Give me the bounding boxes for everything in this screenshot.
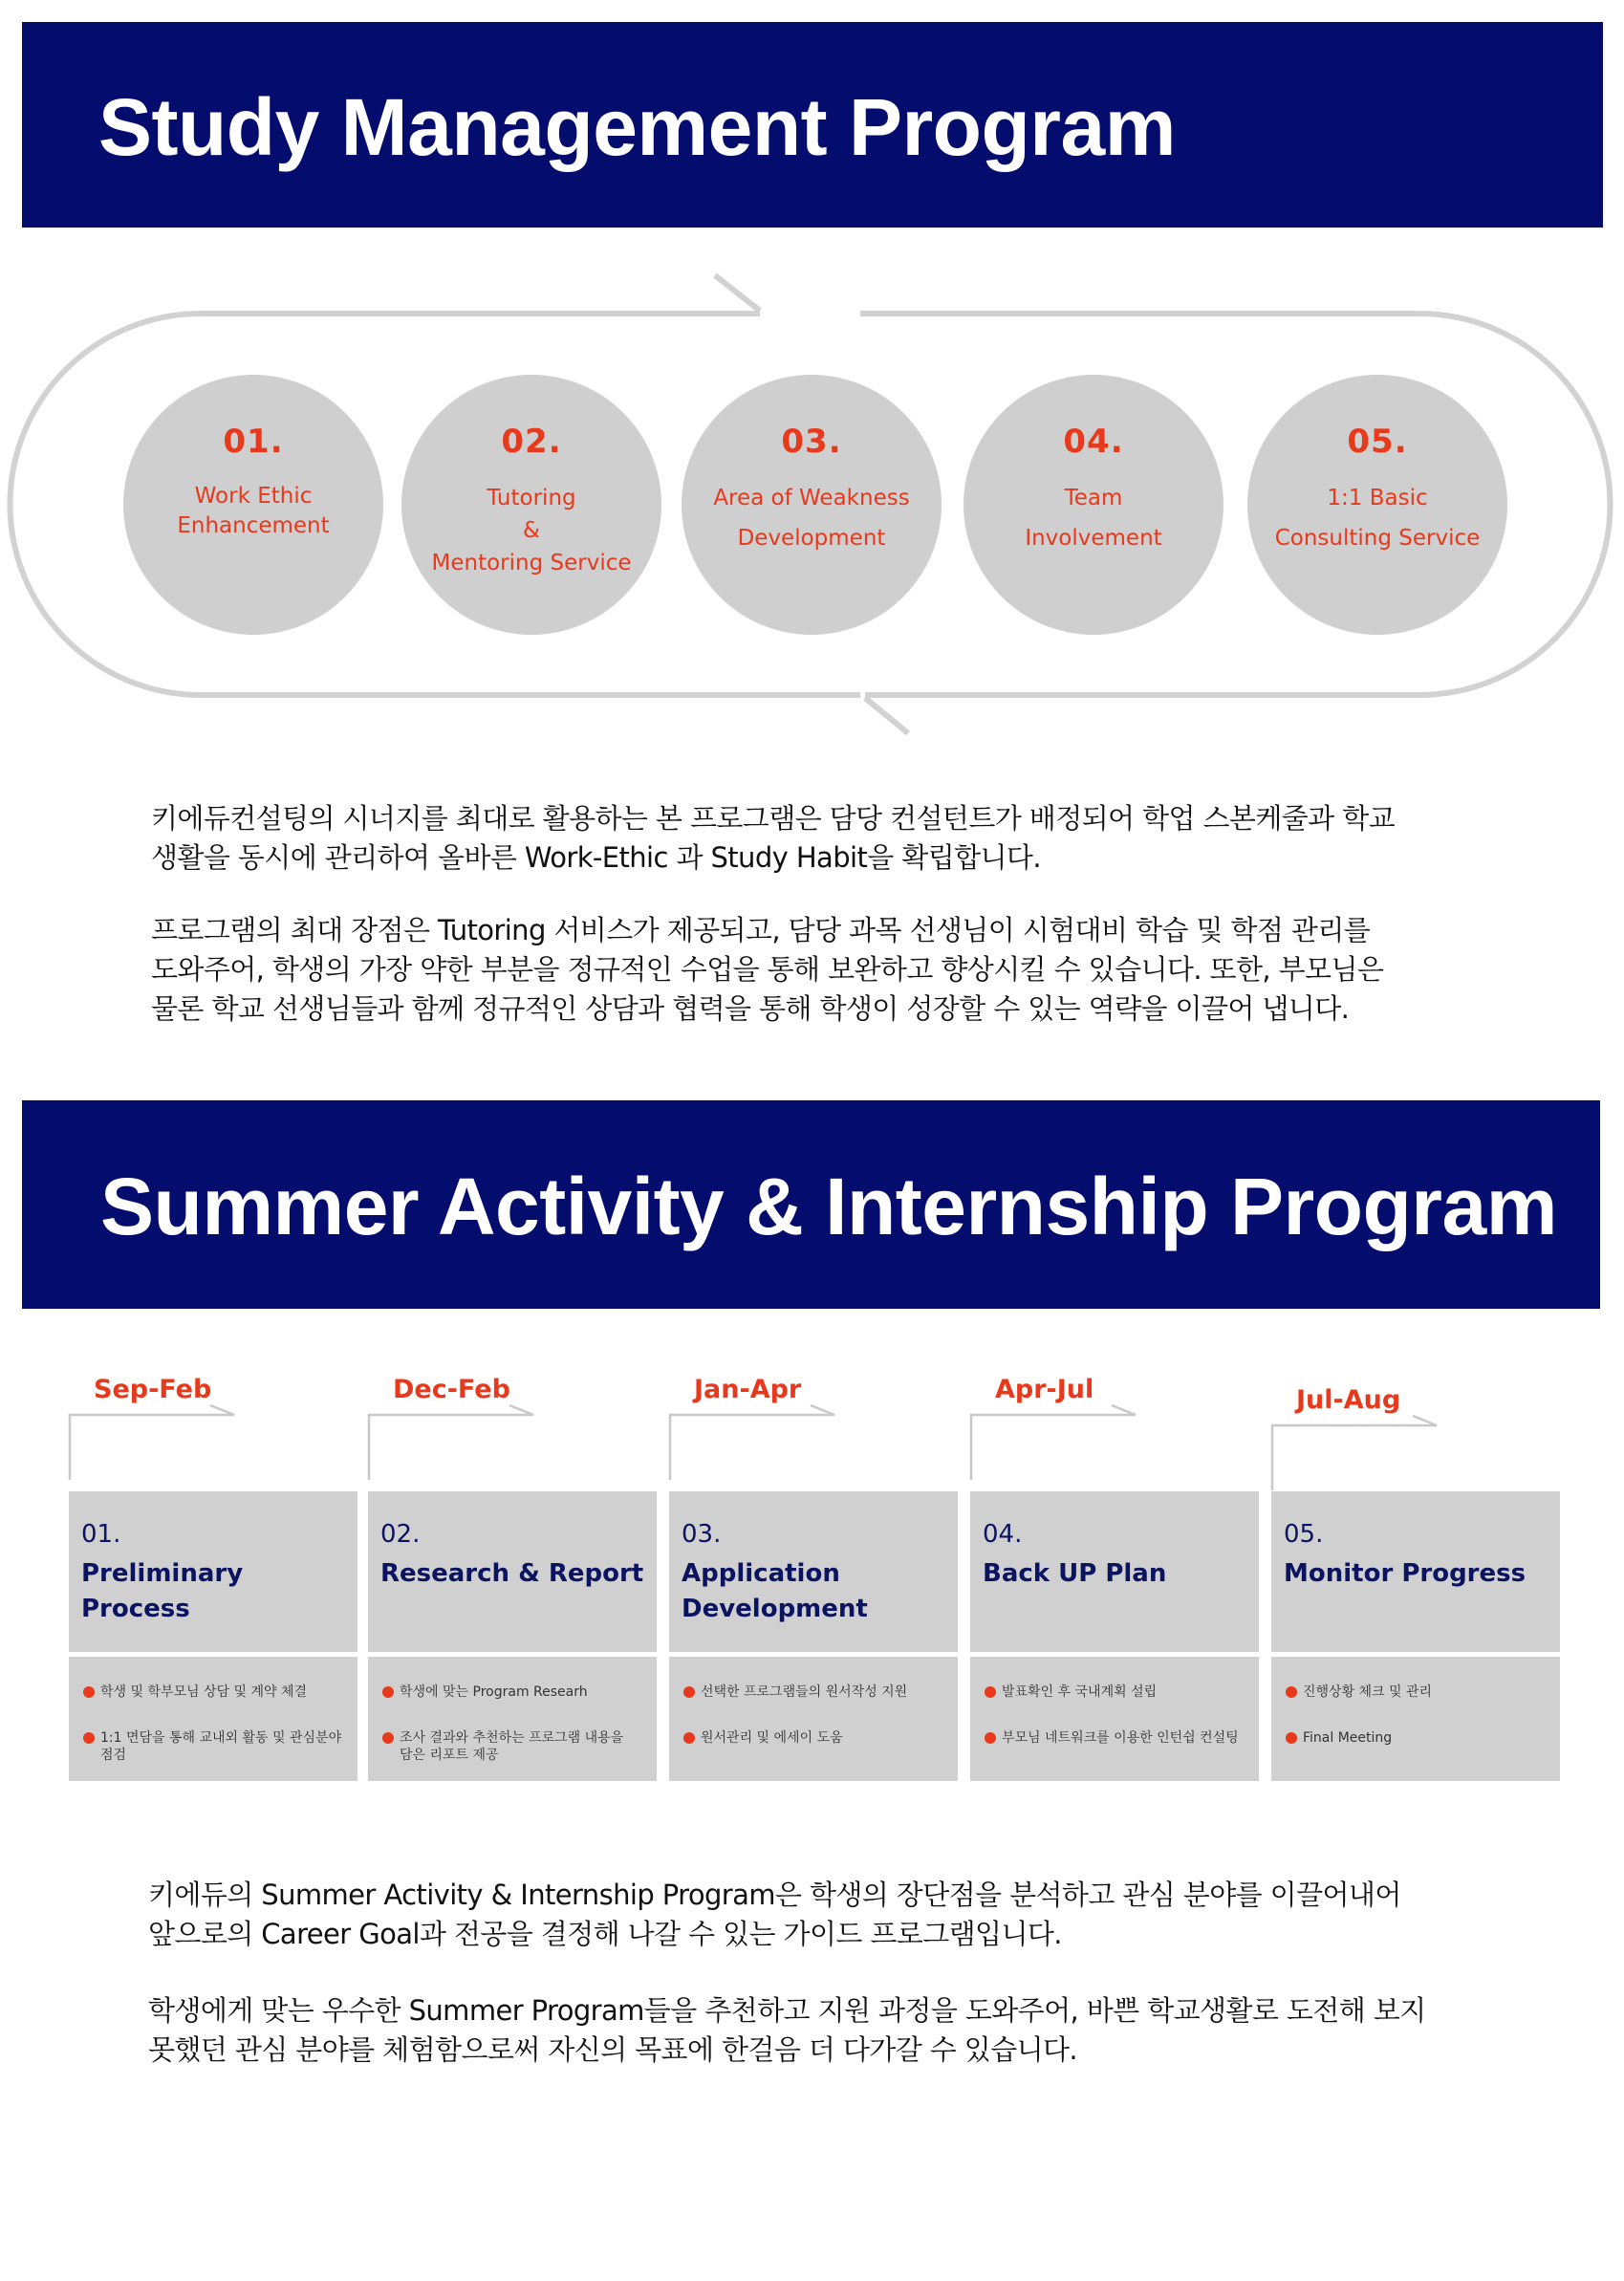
section1-paragraph-2	[151, 911, 1383, 1029]
step-number: 05.	[1347, 423, 1408, 461]
stage-card-5	[1271, 1491, 1560, 1652]
summer-activity-title: Summer Activity & Internship Program	[100, 1162, 1557, 1251]
step-label: Team Involvement	[1025, 486, 1162, 551]
stage-bullet: 부모님 네트워크를 이용한 인턴쉽 컨설팅	[985, 1729, 1239, 1747]
stage-details	[368, 1657, 657, 1781]
step-circle-3	[682, 375, 942, 635]
step-circle-1	[123, 375, 383, 635]
step-number: 04.	[1063, 423, 1124, 461]
text-line: 못했던 관심 분야를 체험함으로써 자신의 목표에 한걸음 더 다가갈 수 있습니다.	[148, 2033, 1078, 2066]
stage-date: Apr-Jul	[995, 1375, 1094, 1404]
stage-bracket	[968, 1403, 1274, 1480]
stage-card-3	[669, 1491, 958, 1652]
text-line: 앞으로의 Career Goal과 전공을 결정해 나갈 수 있는 가이드 프로그램입니다.	[148, 1918, 1062, 1950]
stage-date: Sep-Feb	[94, 1375, 212, 1404]
stage-number: 05.	[1284, 1520, 1324, 1549]
stage-title: Back UP Plan	[983, 1559, 1167, 1588]
stage-details	[970, 1657, 1259, 1781]
stage-details	[669, 1657, 958, 1781]
stage-number: 01.	[81, 1520, 121, 1549]
text-line: 물론 학교 선생님들과 함께 정규적인 상담과 협력을 통해 학생이 성장할 수 있는 역략을 이끌어 냅니다.	[151, 992, 1350, 1025]
study-management-title: Study Management Program	[98, 82, 1176, 172]
stage-bracket	[1269, 1414, 1575, 1490]
section1-paragraph-1	[151, 799, 1395, 878]
step-circle-2	[401, 375, 661, 635]
text-line: 키에듀의 Summer Activity & Internship Program은 학생의 장단점을 분석하고 관심 분야를 이끌어내어	[148, 1879, 1401, 1911]
text-line: 도와주어, 학생의 가장 약한 부분을 정규적인 수업을 통해 보완하고 향상시킬 수 있습니다. 또한, 부모님은	[151, 953, 1384, 986]
stage-bullet: 학생에 맞는 Program Researh	[382, 1684, 588, 1701]
step-label: Tutoring & Mentoring Service	[431, 486, 632, 576]
stage-number: 04.	[983, 1520, 1023, 1549]
stage-number: 03.	[682, 1520, 722, 1549]
stage-bracket	[67, 1403, 373, 1480]
step-label: Area of Weakness Development	[713, 486, 910, 551]
summer-activity-banner	[22, 1100, 1600, 1309]
stage-bullet: 1:1 면담을 통해 교내외 활동 및 관심분야 점검	[83, 1729, 341, 1764]
stage-date: Dec-Feb	[393, 1375, 510, 1404]
step-circle-5	[1247, 375, 1507, 635]
section2-paragraph-1	[148, 1876, 1401, 1954]
stage-bracket	[366, 1403, 672, 1480]
study-management-banner	[22, 22, 1603, 228]
stage-card-2	[368, 1491, 657, 1652]
text-line: 키에듀컨설팅의 시너지를 최대로 활용하는 본 프로그램은 담당 컨설턴트가 배정되어 학업 스본케줄과 학교	[151, 802, 1396, 835]
stage-title: Research & Report	[380, 1559, 644, 1588]
step-label: Work Ethic Enhancement	[177, 484, 330, 538]
step-number: 02.	[501, 423, 562, 461]
section2-paragraph-2	[148, 1991, 1426, 2070]
step-circle-4	[964, 375, 1223, 635]
step-label: 1:1 Basic Consulting Service	[1274, 486, 1481, 551]
stage-bullet: Final Meeting	[1286, 1729, 1392, 1747]
stage-bullet: 학생 및 학부모님 상담 및 계약 체결	[83, 1684, 307, 1701]
stage-card-1	[69, 1491, 357, 1652]
stage-details	[1271, 1657, 1560, 1781]
stage-details	[69, 1657, 357, 1781]
stage-title: Monitor Progress	[1284, 1559, 1527, 1588]
step-number: 03.	[781, 423, 842, 461]
stage-bullet: 원서관리 및 에세이 도움	[683, 1729, 843, 1747]
stage-bullet: 발표확인 후 국내계획 설립	[985, 1684, 1157, 1701]
stage-title: Application Development	[682, 1559, 868, 1623]
text-line: 학생에게 맞는 우수한 Summer Program들을 추천하고 지원 과정을 도와주어, 바쁜 학교생활로 도전해 보지	[148, 1994, 1426, 2027]
stage-bullet: 진행상황 체크 및 관리	[1286, 1684, 1432, 1701]
stage-title: Preliminary Process	[81, 1559, 244, 1623]
text-line: 프로그램의 최대 장점은 Tutoring 서비스가 제공되고, 담당 과목 선생님이 시험대비 학습 및 학점 관리를	[151, 914, 1371, 946]
stage-date: Jan-Apr	[694, 1375, 802, 1404]
stage-bullet: 조사 결과와 추천하는 프로그램 내용을 담은 리포트 제공	[382, 1729, 623, 1764]
stage-number: 02.	[380, 1520, 421, 1549]
stage-bullet: 선택한 프로그램들의 원서작성 지원	[683, 1684, 907, 1701]
stage-card-4	[970, 1491, 1259, 1652]
stage-date: Jul-Aug	[1296, 1385, 1401, 1415]
step-number: 01.	[223, 423, 284, 461]
stage-bracket	[667, 1403, 973, 1480]
text-line: 생활을 동시에 관리하여 올바른 Work-Ethic 과 Study Habit을 확립합니다.	[151, 841, 1041, 874]
